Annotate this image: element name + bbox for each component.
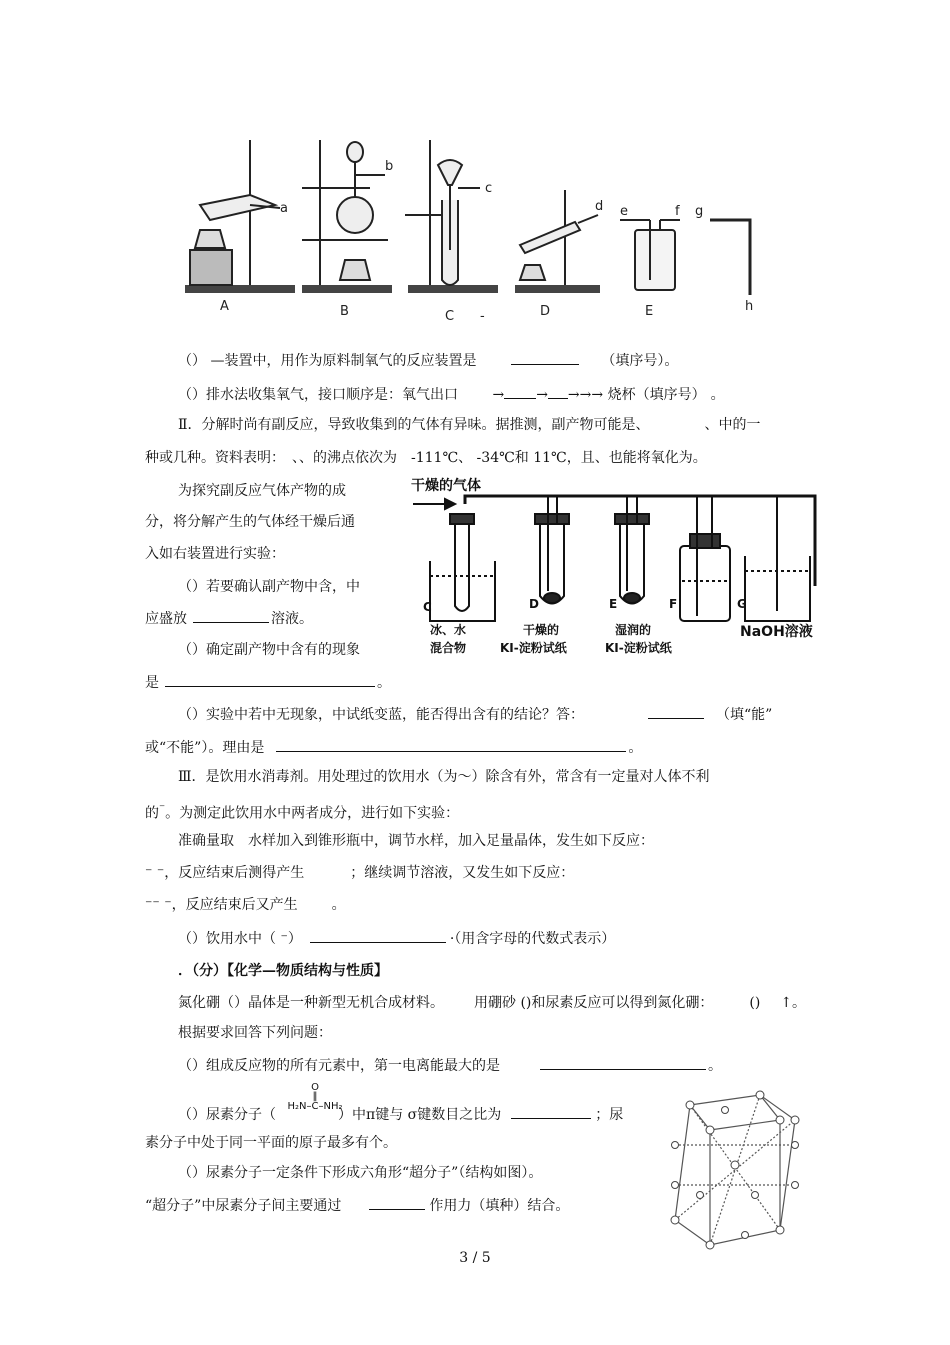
answer-blank-p4q1[interactable] (540, 1055, 706, 1070)
question-2: （）排水法收集氧气，接口顺序是：氧气出口 → → →→→ 烧杯（填序号） 。 (178, 384, 725, 405)
part2-s2a: （）确定副产物中含有的现象 (178, 642, 360, 658)
port-g: g (695, 204, 704, 219)
setup-label-d: D (529, 597, 539, 611)
port-h: h (745, 299, 754, 314)
part4-q1: （）组成反应物的所有元素中，第一电离能最大的是 。 (178, 1055, 722, 1076)
caption-d2: KI-淀粉试纸 (500, 641, 567, 655)
part4-heading: ．（分）【化学—物质结构与性质】 (178, 963, 388, 979)
caption-g: NaOH溶液 (740, 624, 813, 640)
question-1: （） —装置中，用作为原料制氧气的反应装置是 （填序号）。 (178, 350, 678, 371)
answer-blank-s3b[interactable] (276, 737, 626, 752)
part2-line2: 种或几种。资料表明： 、、的沸点依次为 -111℃、 -34℃和 11℃，且、也能将氧化为。 (145, 450, 707, 466)
answer-blank-p4q3[interactable] (369, 1195, 425, 1210)
caption-d1: 干燥的 (523, 623, 560, 637)
port-b: b (385, 159, 394, 174)
part4-line1: 氮化硼（）晶体是一种新型无机合成材料。 用硼砂 ()和尿素反应可以得到氮化硼： () ↑。 (178, 995, 807, 1011)
supermolecule-figure (660, 1085, 810, 1260)
part2-s2b: 是 。 (145, 672, 391, 693)
setup-label-e: E (609, 597, 618, 611)
caption-e2: KI-淀粉试纸 (605, 641, 672, 655)
part4-line2: 根据要求回答下列问题： (178, 1025, 332, 1041)
setup-label-g: G (737, 597, 747, 611)
part3-line5: ⁻⁻ ⁻，反应结束后又产生 。 (145, 897, 346, 913)
part2-intro2: 分，将分解产生的气体经干燥后通 (145, 514, 355, 530)
gas-label: 干燥的气体 (411, 478, 481, 494)
part3-line4: ⁻ ⁻，反应结束后测得产生 ；继续调节溶液，又发生如下反应： (145, 865, 575, 881)
label-c: C (445, 309, 455, 324)
part4-q3a: （）尿素分子一定条件下形成六角形“超分子”（结构如图）。 (178, 1165, 543, 1181)
answer-blank-q2a[interactable] (504, 384, 536, 399)
label-d: D (540, 304, 551, 319)
experiment-setup-figure (405, 476, 830, 666)
part4-q3b: “超分子”中尿素分子间主要通过 作用力（填种）结合。 (145, 1195, 569, 1216)
page-number: 3 / 5 (459, 1250, 491, 1266)
part2-s3a: （）实验中若中无现象，中试纸变蓝，能否得出含有的结论？答： （填“能” (178, 704, 772, 725)
part4-q2: （）尿素分子（ ）中π键与 σ键数目之比为 ；尿 (178, 1104, 623, 1125)
part3-line3: 准确量取 水样加入到锥形瓶中，调节水样，加入足量晶体，发生如下反应： (178, 833, 654, 849)
label-a: A (220, 299, 229, 314)
setup-label-f: F (669, 597, 678, 611)
caption-c1: 冰、水 (430, 623, 467, 637)
label-dash: - (480, 309, 485, 324)
answer-blank-s1[interactable] (193, 608, 269, 623)
part2-s1a: （）若要确认副产物中含，中 (178, 579, 360, 595)
answer-blank-q1[interactable] (511, 350, 579, 365)
caption-c2: 混合物 (430, 641, 467, 655)
label-e: E (645, 304, 654, 319)
urea-oxygen: O (311, 1082, 319, 1093)
caption-e1: 湿润的 (615, 623, 652, 637)
part2-s3c: 或“不能”）。理由是 。 (145, 737, 642, 758)
apparatus-figure (180, 130, 780, 330)
part4-q2-cont: 素分子中处于同一平面的原子最多有个。 (145, 1135, 397, 1151)
answer-blank-q2b[interactable] (548, 384, 568, 399)
port-a: a (280, 201, 288, 216)
part2-intro3: 入如右装置进行实验： (145, 546, 285, 562)
part2-line1: Ⅱ．分解时尚有副反应，导致收集到的气体有异味。据推测，副产物可能是、 、中的一 (178, 417, 761, 433)
answer-blank-s2[interactable] (165, 672, 375, 687)
urea-structure: O ‖ H₂N–C–NH₂ (282, 1082, 348, 1112)
answer-blank-s3a[interactable] (648, 704, 704, 719)
part2-intro1: 为探究副反应气体产物的成 (178, 483, 346, 499)
part2-s1b: 应盛放 溶液。 (145, 608, 313, 629)
port-f: f (675, 204, 680, 219)
part3-line6: （）饮用水中（ ⁻） ·（用含字母的代数式表示） (178, 928, 615, 949)
port-e: e (620, 204, 628, 219)
label-b: B (340, 304, 349, 319)
answer-blank-p3[interactable] (310, 928, 446, 943)
part3-line1: Ⅲ．是饮用水消毒剂。用处理过的饮用水（为～）除含有外，常含有一定量对人体不利 (178, 769, 710, 785)
answer-blank-p4q2[interactable] (511, 1104, 591, 1119)
setup-label-c: C (423, 600, 432, 614)
port-c: c (485, 181, 493, 196)
urea-formula: H₂N–C–NH₂ (287, 1101, 343, 1112)
port-d: d (595, 199, 604, 214)
part3-line2: 的⁻。为测定此饮用水中两者成分，进行如下实验： (145, 801, 460, 822)
